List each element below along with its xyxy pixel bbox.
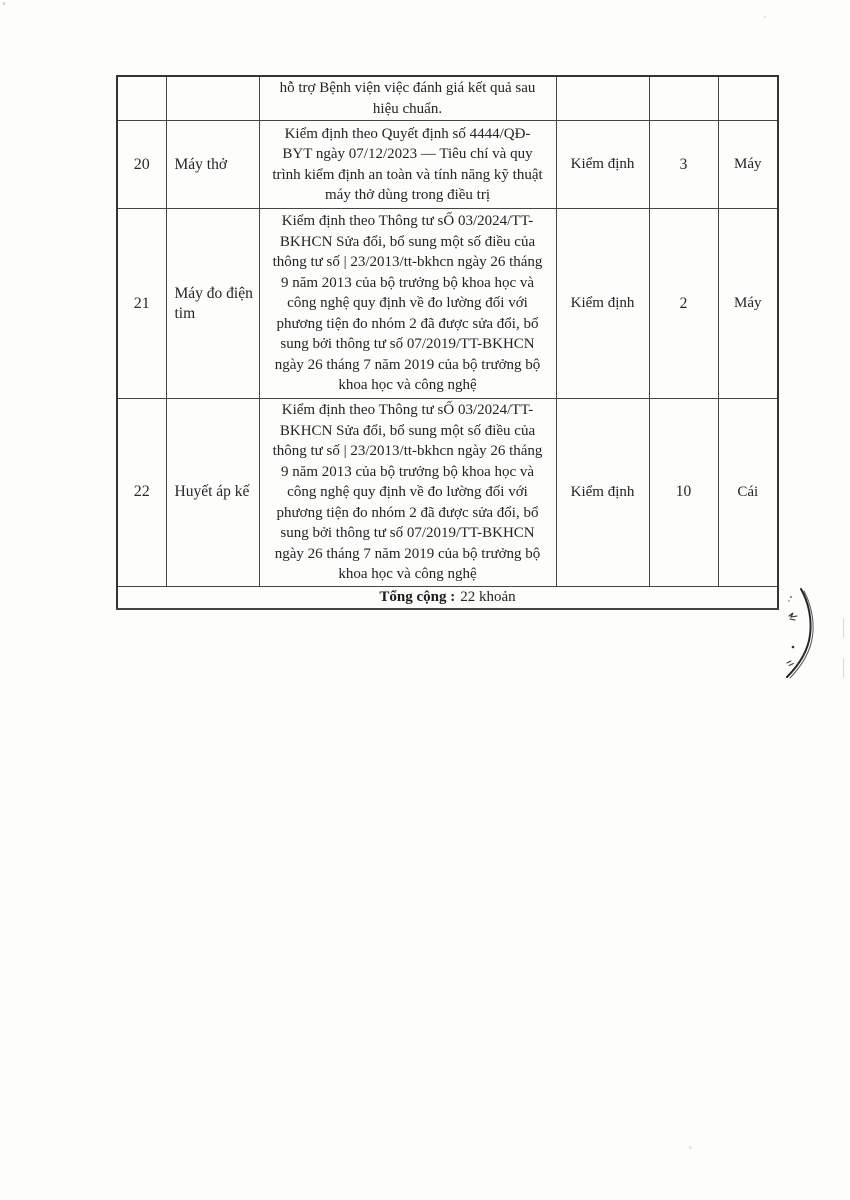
quantity-cell: 10: [649, 399, 718, 587]
stt-cell: 22: [117, 399, 166, 587]
table-row-22: [117, 399, 778, 587]
device-name-cell: [166, 76, 259, 121]
scan-speck: [689, 1146, 692, 1149]
equipment-inspection-table: [116, 75, 777, 610]
unit-cell: [718, 76, 778, 121]
unit-cell: Máy: [718, 209, 778, 399]
description-cell: hỗ trợ Bệnh viện việc đánh giá kết quả sau hiệu chuẩn.: [259, 76, 556, 121]
method-cell: Kiểm định: [556, 121, 649, 209]
table-footer-row: [117, 586, 778, 609]
description-cell: Kiểm định theo Thông tư sỐ 03/2024/TT- BKHCN Sửa đổi, bổ sung một số điều của thông tư số | 23/2013/tt-bkhcn ngày 26 tháng 9 năm 2013 của bộ trưởng bộ khoa học và công nghệ quy định về đo lường đối với phương tiện đo nhóm 2 đã được sửa đổi, bổ sung bởi thông tư số 07/2019/TT-BKHCN ngày 26 tháng 7 năm 2019 của bộ trưởng bộ khoa học và công nghệ: [259, 399, 556, 587]
stt-cell: 21: [117, 209, 166, 399]
method-cell: Kiểm định: [556, 209, 649, 399]
quantity-cell: 2: [649, 209, 718, 399]
device-name-cell: Máy thở: [166, 121, 259, 209]
unit-cell: Máy: [718, 121, 778, 209]
quantity-cell: [649, 76, 718, 121]
scan-speck: [3, 2, 5, 5]
description-cell: Kiểm định theo Thông tư sỐ 03/2024/TT- BKHCN Sửa đổi, bổ sung một số điều của thông tư số | 23/2013/tt-bkhcn ngày 26 tháng 9 năm 2013 của bộ trưởng bộ khoa học và công nghệ quy định về đo lường đối với phương tiện đo nhóm 2 đã được sửa đổi, bổ sung bởi thông tư số 07/2019/TT-BKHCN ngày 26 tháng 7 năm 2019 của bộ trưởng bộ khoa học và công nghệ: [259, 209, 556, 399]
device-name-cell: Huyết áp kế: [166, 399, 259, 587]
table-row-carryover: [117, 76, 778, 121]
total-cell: [117, 586, 778, 609]
stt-cell: [117, 76, 166, 121]
device-name-cell: Máy đo điện tim: [166, 209, 259, 399]
pen-stroke-mark-icon: [770, 583, 850, 688]
quantity-cell: 3: [649, 121, 718, 209]
total-label: Tổng cộng :: [379, 588, 456, 605]
description-cell: Kiểm định theo Quyết định số 4444/QĐ- BYT ngày 07/12/2023 — Tiêu chí và quy trình kiểm định an toàn và tính năng kỹ thuật máy thở dùng trong điều trị: [259, 121, 556, 209]
scan-speck: [764, 16, 766, 18]
method-cell: Kiểm định: [556, 399, 649, 587]
table-row-20: [117, 121, 778, 209]
total-value: 22 khoản: [460, 588, 516, 605]
stt-cell: 20: [117, 121, 166, 209]
method-cell: [556, 76, 649, 121]
unit-cell: Cái: [718, 399, 778, 587]
table-row-21: [117, 209, 778, 399]
table-grid: [116, 75, 779, 610]
